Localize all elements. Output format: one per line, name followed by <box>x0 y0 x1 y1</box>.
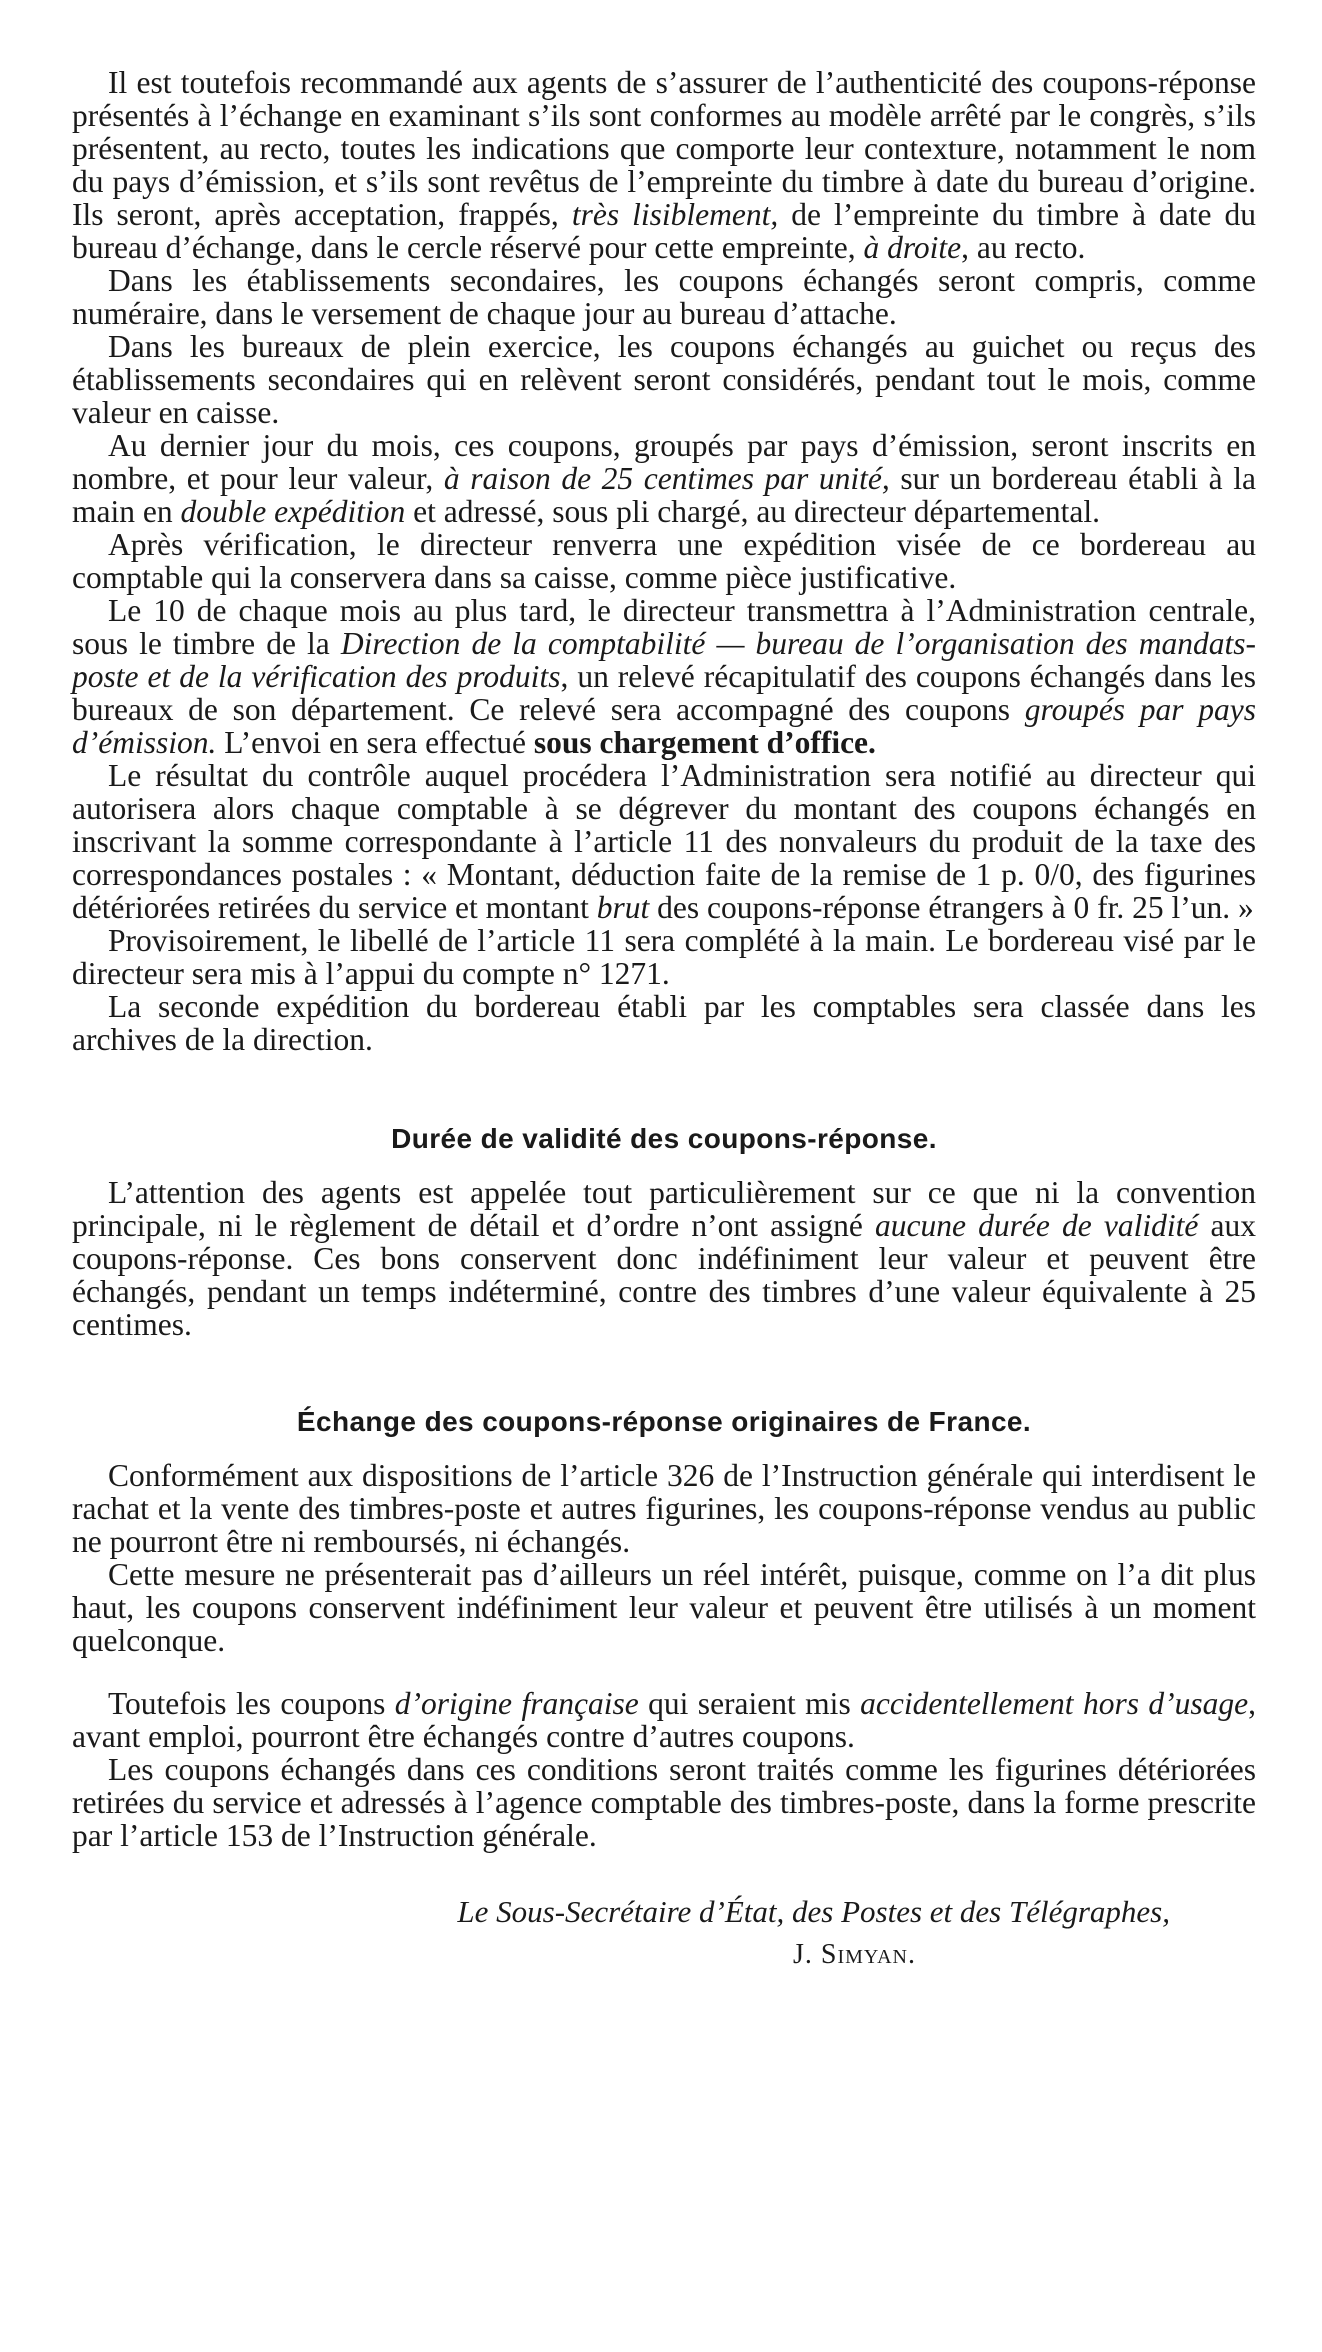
italic-run: accidentellement hors d’usage <box>860 1686 1249 1721</box>
paragraph <box>72 66 1256 264</box>
bold-run: sous chargement d’office. <box>533 725 876 760</box>
text-run: des coupons-réponse étrangers à 0 fr. 25 l’un. » <box>649 890 1254 925</box>
section-coupon-handling <box>72 66 1256 1056</box>
heading-france-coupons: Échange des coupons-réponse originaires de France. <box>296 1406 1032 1437</box>
text-run: Provisoirement, le libellé de l’article 11 sera complété à la main. Le bordereau visé par le directeur sera mis à l’appui du compte n° 1271. <box>72 923 1256 991</box>
signature-title: Le Sous-Secrétaire d’État, des Postes et des Télégraphes, <box>457 1894 1170 1929</box>
text-run: Le 10 de chaque mois au plus tard, le directeur transmettra à l’Administration centrale, sous le timbre de la <box>72 593 1256 661</box>
section-damaged-coupons <box>72 1687 1256 1852</box>
text-run: Le résultat du contrôle auquel procédera l’Administration sera notifié au directeur qui autorisera alors chaque comptable à se dégrever du montant des coupons échangés en inscrivant la somme correspondante à l’article 11 des nonvaleurs du produit de la taxe des correspondances postales : « Montant, déduction faite de la remise de 1 p. 0/0, des figurines détériorées retirées du service et montant <box>72 758 1256 925</box>
text-run: , un relevé récapitulatif des coupons échangés dans les bureaux de son département. Ce relevé sera accompagné des coupons <box>72 659 1256 727</box>
italic-run: double expédition <box>180 494 406 529</box>
text-run: L’envoi en sera effectué <box>216 725 534 760</box>
section-france-coupons <box>72 1459 1256 1657</box>
italic-run: très lisiblement, <box>571 197 779 232</box>
heading-spacer <box>72 1439 1256 1459</box>
text-run: La seconde expédition du bordereau établi par les comptables sera classée dans les archives de la direction. <box>72 989 1256 1057</box>
italic-run: d’origine française <box>394 1686 639 1721</box>
text-run: , avant emploi, pourront être échangés contre d’autres coupons. <box>72 1686 1256 1754</box>
section-validity <box>72 1176 1256 1341</box>
text-run: sur un bordereau établi à la main en <box>72 461 1256 529</box>
paragraph <box>72 759 1256 924</box>
text-run: qui seraient mis <box>638 1686 861 1721</box>
text-run: aux coupons-réponse. Ces bons conservent donc indéfiniment leur valeur et peuvent être échangés, pendant un temps indéterminé, contre des timbres d’une valeur équivalente à 25 centimes. <box>72 1208 1257 1342</box>
text-run: Dans les établissements secondaires, les coupons échangés seront compris, comme numéraire, dans le versement de chaque jour au bureau d’attache. <box>72 263 1256 331</box>
italic-run: aucune durée de validité <box>874 1208 1199 1243</box>
text-run: L’attention des agents est appelée tout particulièrement sur ce que ni la convention principale, ni le règlement de détail et d’ordre n’ont assigné <box>72 1175 1256 1243</box>
section-spacer <box>72 1056 1256 1122</box>
paragraph <box>72 1459 1256 1558</box>
paragraph <box>72 1753 1256 1852</box>
text-run: et adressé, sous pli chargé, au directeur départemental. <box>405 494 1101 529</box>
heading-validity: Durée de validité des coupons-réponse. <box>391 1123 937 1154</box>
text-run: de l’empreinte du timbre à date du bureau d’échange, dans le cercle réservé pour cette empreinte, <box>72 197 1256 265</box>
paragraph <box>72 330 1256 429</box>
text-run: Toutefois les coupons <box>108 1686 395 1721</box>
italic-run: Direction de la comptabilité — bureau de l’organisation des mandats-poste et de la vérification des produits <box>72 626 1256 694</box>
italic-run: à droite <box>863 230 962 265</box>
signature-name: J. Simyan. <box>792 1939 916 1970</box>
heading-spacer <box>72 1156 1256 1176</box>
italic-run: brut <box>596 890 650 925</box>
paragraph-spacer <box>72 1657 1256 1687</box>
text-run: Il est toutefois recommandé aux agents de s’assurer de l’authenticité des coupons-réponse présentés à l’échange en examinant s’ils sont conformes au modèle arrêté par le congrès, s’ils présentent, au recto, toutes les indications que comporte leur contexture, notamment le nom du pays d’émission, et s’ils sont revêtus de l’empreinte du timbre à date du bureau d’origine. Ils seront, après acceptation, frappés, <box>72 65 1256 232</box>
italic-run: groupés par pays d’émission. <box>72 692 1257 760</box>
text-run: Après vérification, le directeur renverra une expédition visée de ce bordereau au comptable qui la conservera dans sa caisse, comme pièce justificative. <box>72 527 1256 595</box>
paragraph <box>72 429 1256 528</box>
italic-run: à raison de 25 centimes par unité, <box>443 461 890 496</box>
text-run: Les coupons échangés dans ces conditions seront traités comme les figurines détériorées retirées du service et adressés à l’agence comptable des timbres-poste, dans la forme prescrite par l’article 153 de l’Instruction générale. <box>72 1752 1256 1853</box>
paragraph <box>72 1558 1256 1657</box>
paragraph <box>72 1687 1256 1753</box>
text-run: , au recto. <box>961 230 1086 265</box>
paragraph <box>72 594 1256 759</box>
text-run: Dans les bureaux de plein exercice, les coupons échangés au guichet ou reçus des établissements secondaires qui en relèvent seront considérés, pendant tout le mois, comme valeur en caisse. <box>72 329 1256 430</box>
text-run: Au dernier jour du mois, ces coupons, groupés par pays d’émission, seront inscrits en nombre, et pour leur valeur, <box>72 428 1256 496</box>
section-spacer <box>72 1341 1256 1405</box>
paragraph <box>72 1176 1256 1341</box>
signature-gap <box>72 1930 1256 1938</box>
text-run: Cette mesure ne présenterait pas d’ailleurs un réel intérêt, puisque, comme on l’a dit plus haut, les coupons conservent indéfiniment leur valeur et peuvent être utilisés à un moment quelconque. <box>72 1557 1256 1658</box>
paragraph <box>72 528 1256 594</box>
paragraph <box>72 990 1256 1056</box>
paragraph <box>72 264 1256 330</box>
paragraph <box>72 924 1256 990</box>
signature-spacer <box>72 1852 1256 1894</box>
text-run: Conformément aux dispositions de l’article 326 de l’Instruction générale qui interdisent le rachat et la vente des timbres-poste et autres figurines, les coupons-réponse vendus au public ne pourront être ni remboursés, ni échangés. <box>72 1458 1256 1559</box>
